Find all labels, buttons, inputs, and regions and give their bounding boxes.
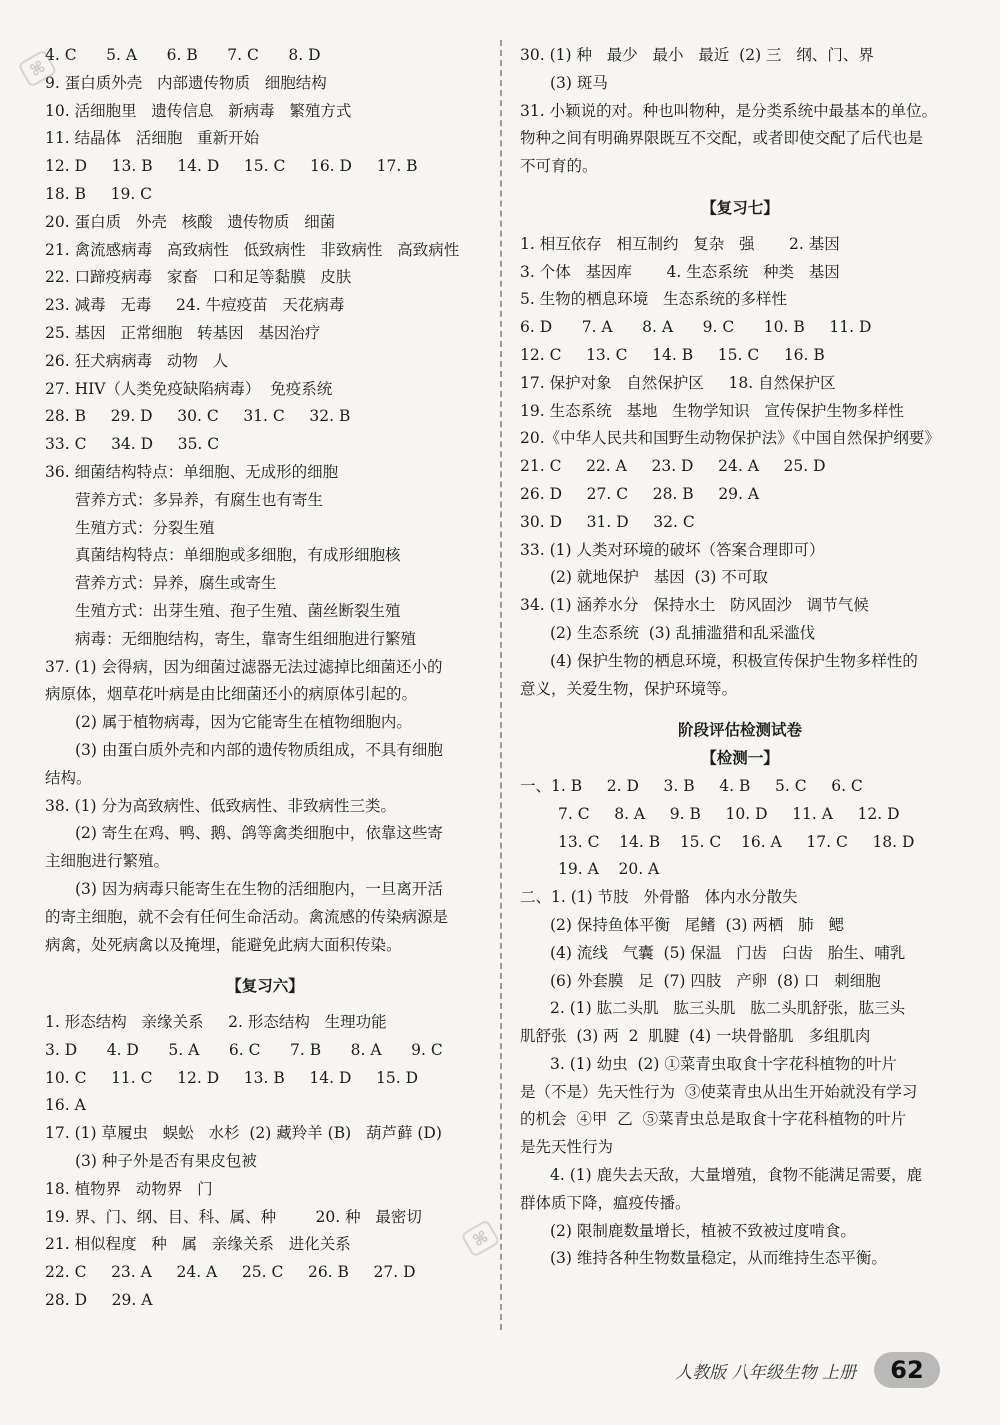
answer-line: 19. 界、门、纲、目、科、属、种 20. 种 最密切 [45, 1207, 422, 1226]
answer-line: 二、1. (1) 节肢 外骨骼 体内水分散失 [520, 888, 798, 907]
answer-line: 是先天性行为 [520, 1138, 614, 1157]
answer-line: 12. D 13. B 14. D 15. C 16. D 17. B [45, 157, 418, 176]
answer-line: 22. 口蹄疫病毒 家畜 口和足等黏膜 皮肤 [45, 268, 352, 287]
answer-line: 10. C 11. C 12. D 13. B 14. D 15. D [45, 1068, 419, 1087]
answer-line: 7. C 8. A 9. B 10. D 11. A 12. D [558, 804, 900, 823]
answer-line: 群体质下降，瘟疫传播。 [520, 1193, 691, 1212]
answer-line: 26. D 27. C 28. B 29. A [520, 484, 760, 503]
page-footer [675, 1352, 940, 1388]
answer-line: 3. 个体 基因库 4. 生态系统 种类 基因 [520, 262, 840, 281]
answer-line: 10. 活细胞里 遗传信息 新病毒 繁殖方式 [45, 101, 352, 120]
answer-line: 生殖方式：分裂生殖 [75, 518, 215, 537]
answer-line: 2. (1) 肱二头肌 肱三头肌 肱二头肌舒张，肱三头 [550, 999, 906, 1018]
answer-line: (3) 维持各种生物数量稳定，从而维持生态平衡。 [550, 1249, 887, 1268]
answer-line: 21. C 22. A 23. D 24. A 25. D [520, 457, 826, 476]
answer-line: 27. HIV（人类免疫缺陷病毒） 免疫系统 [45, 379, 333, 398]
answer-line: 的寄主细胞，就不会有任何生命活动。禽流感的传染病源是 [45, 907, 449, 926]
answer-line: 3. (1) 幼虫 (2) ①菜青虫取食十字花科植物的叶片 [550, 1054, 897, 1073]
test1-heading: 【检测一】 [701, 749, 779, 768]
answer-line: 16. A [45, 1096, 86, 1115]
answer-line: (2) 属于植物病毒，因为它能寄生在植物细胞内。 [75, 713, 412, 732]
page-number: 62 [874, 1352, 940, 1388]
answer-line: (2) 生态系统 (3) 乱捕滥猎和乱采滥伐 [550, 623, 816, 642]
answer-line: (3) 斑马 [550, 73, 608, 92]
answer-line: 病毒：无细胞结构，寄生，靠寄生组细胞进行繁殖 [75, 629, 417, 648]
answer-line: 1. 形态结构 亲缘关系 2. 形态结构 生理功能 [45, 1013, 387, 1032]
answer-line: 17. 保护对象 自然保护区 18. 自然保护区 [520, 373, 836, 392]
answer-line: 不可育的。 [520, 157, 598, 176]
answer-line: (3) 种子外是否有果皮包被 [75, 1152, 257, 1171]
answer-line: 34. (1) 涵养水分 保持水土 防风固沙 调节气候 [520, 596, 869, 615]
answer-line: 5. 生物的栖息环境 生态系统的多样性 [520, 290, 787, 309]
answer-line: 11. 结晶体 活细胞 重新开始 [45, 129, 260, 148]
answer-line: 36. 细菌结构特点：单细胞、无成形的细胞 [45, 462, 339, 481]
watermark-stamp: ⌘ [17, 49, 57, 88]
answer-line: 18. B 19. C [45, 184, 153, 203]
answer-line: 生殖方式：出芽生殖、孢子生殖、菌丝断裂生殖 [75, 601, 401, 620]
answer-line: 22. C 23. A 24. A 25. C 26. B 27. D [45, 1263, 416, 1282]
right-column [520, 42, 960, 1273]
answer-line: 一、1. B 2. D 3. B 4. B 5. C 6. C [520, 776, 863, 795]
answer-line: 20. 蛋白质 外壳 核酸 遗传物质 细菌 [45, 212, 336, 231]
answer-line: 4. C 5. A 6. B 7. C 8. D [45, 46, 321, 64]
answer-line: 28. D 29. A [45, 1291, 153, 1310]
answer-line: 33. C 34. D 35. C [45, 435, 220, 454]
answer-line: 营养方式：多异养，有腐生也有寄生 [75, 490, 324, 509]
answer-line: (6) 外套膜 足 (7) 四肢 产卵 (8) 口 刺细胞 [550, 971, 881, 990]
answer-line: 30. D 31. D 32. C [520, 512, 695, 531]
answer-line: 的机会 ④甲 乙 ⑤菜青虫总是取食十字花科植物的叶片 [520, 1110, 907, 1129]
answer-line: 营养方式：异养，腐生或寄生 [75, 574, 277, 593]
answer-line: 病原体，烟草花叶病是由比细菌还小的病原体引起的。 [45, 685, 418, 704]
column-divider [500, 40, 502, 1330]
answer-line: 21. 禽流感病毒 高致病性 低致病性 非致病性 高致病性 [45, 240, 460, 259]
answer-line: 物种之间有明确界限既互不交配，或者即使交配了后代也是 [520, 129, 924, 148]
answer-line: 18. 植物界 动物界 门 [45, 1179, 213, 1198]
answer-line: 结构。 [45, 768, 92, 787]
answer-line: (4) 流线 气囊 (5) 保温 门齿 臼齿 胎生、哺乳 [550, 943, 906, 962]
answer-line: 肌舒张 (3) 两 2 肌腱 (4) 一块骨骼肌 多组肌肉 [520, 1027, 871, 1046]
answer-line: (2) 保持鱼体平衡 尾鳍 (3) 两栖 肺 鳃 [550, 915, 844, 934]
answer-line: 19. A 20. A [558, 860, 660, 879]
answer-line: (2) 限制鹿数量增长，植被不致被过度啃食。 [550, 1221, 856, 1240]
answer-line: 20.《中华人民共和国野生动物保护法》《中国自然保护纲要》 [520, 429, 940, 448]
answer-line: 28. B 29. D 30. C 31. C 32. B [45, 407, 351, 426]
edition-label: 人教版 八年级生物 上册 [675, 1362, 856, 1383]
answer-line: 30. (1) 种 最少 最小 最近 (2) 三 纲、门、界 [520, 46, 874, 64]
answer-line: 19. 生态系统 基地 生物学知识 宣传保护生物多样性 [520, 401, 904, 420]
answer-line: 25. 基因 正常细胞 转基因 基因治疗 [45, 323, 321, 342]
answer-line: 1. 相互依存 相互制约 复杂 强 2. 基因 [520, 234, 840, 253]
answer-line: (2) 寄生在鸡、鸭、鹅、鸽等禽类细胞中，依靠这些寄 [75, 824, 443, 843]
answer-line: 意义，关爱生物，保护环境等。 [520, 679, 738, 698]
section-title: 阶段评估检测试卷 [677, 721, 802, 740]
answer-line: (4) 保护生物的栖息环境，积极宣传保护生物多样性的 [550, 651, 918, 670]
answer-line: 是（不是）先天性行为 ③使菜青虫从出生开始就没有学习 [520, 1082, 918, 1101]
answer-line: 病禽，处死病禽以及掩埋，能避免此病大面积传染。 [45, 935, 402, 954]
answer-line: 3. D 4. D 5. A 6. C 7. B 8. A 9. C [45, 1040, 443, 1059]
answer-line: 26. 狂犬病病毒 动物 人 [45, 351, 229, 370]
answer-line: (3) 因为病毒只能寄生在生物的活细胞内，一旦离开活 [75, 879, 443, 898]
answer-line: 38. (1) 分为高致病性、低致病性、非致病性三类。 [45, 796, 396, 815]
answer-line: 6. D 7. A 8. A 9. C 10. B 11. D [520, 318, 872, 337]
answer-line: (3) 由蛋白质外壳和内部的遗传物质组成，不具有细胞 [75, 740, 443, 759]
answer-line: 9. 蛋白质外壳 内部遗传物质 细胞结构 [45, 73, 327, 92]
answer-line: 31. 小颖说的对。种也叫物种，是分类系统中最基本的单位。 [520, 101, 938, 120]
left-column [45, 42, 485, 1315]
answer-line: 真菌结构特点：单细胞或多细胞，有成形细胞核 [75, 546, 401, 565]
answer-line: 12. C 13. C 14. B 15. C 16. B [520, 345, 825, 364]
answer-line: 21. 相似程度 种 属 亲缘关系 进化关系 [45, 1235, 351, 1254]
answer-line: 4. (1) 鹿失去天敌，大量增殖，食物不能满足需要，鹿 [550, 1166, 923, 1185]
answer-line: 13. C 14. B 15. C 16. A 17. C 18. D [558, 832, 915, 851]
answer-line: 23. 减毒 无毒 24. 牛痘疫苗 天花病毒 [45, 296, 345, 315]
watermark-stamp: ⌘ [460, 1219, 500, 1258]
answer-line: (2) 就地保护 基因 (3) 不可取 [550, 568, 768, 587]
review7-heading: 【复习七】 [701, 198, 779, 217]
answer-line: 37. (1) 会得病，因为细菌过滤器无法过滤掉比细菌还小的 [45, 657, 443, 676]
review6-heading: 【复习六】 [226, 977, 304, 996]
answer-line: 33. (1) 人类对环境的破坏（答案合理即可） [520, 540, 825, 559]
answer-line: 主细胞进行繁殖。 [45, 852, 170, 871]
answer-line: 17. (1) 草履虫 蜈蚣 水杉 (2) 藏羚羊 (B) 葫芦藓 (D) [45, 1124, 442, 1143]
